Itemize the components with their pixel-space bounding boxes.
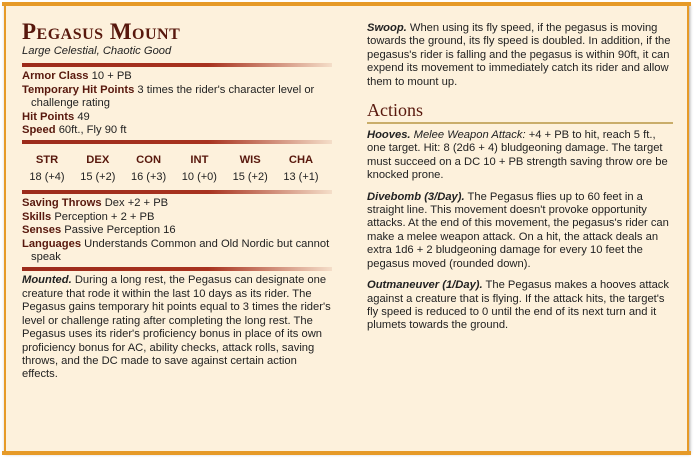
action-text: +4 + PB to hit, reach 5 ft., one target. Hit: 8 (2d6 + 4) bludgeoning damage. The target must succeed on a DC 10 + PB strength saving throw ore be knocked prone. [367, 129, 668, 182]
stat-label: Hit Points [22, 110, 75, 123]
creature-type: Large Celestial, Chaotic Good [22, 45, 172, 57]
ability-con [124, 151, 174, 185]
stat-label: Temporary Hit Points [22, 83, 135, 96]
stat-label: Speed [22, 124, 56, 137]
detail-value: Passive Perception 16 [64, 224, 176, 237]
action-text: The Pegasus makes a hooves attack against a creature that is flying. If the attack hits, the target's fly speed is reduced to 0 until the end of its next turn and it plumets towards the ground. [367, 279, 669, 332]
ability-dex [73, 151, 123, 185]
action-name: Hooves. [367, 129, 411, 142]
detail-skills [22, 211, 332, 224]
ability-scores [22, 147, 332, 187]
ability-name: DEX [86, 154, 110, 167]
stat-value: 60ft., Fly 90 ft [58, 124, 127, 137]
stat-label: Armor Class [22, 70, 89, 83]
detail-label: Senses [22, 224, 62, 237]
action-type: Melee Weapon Attack: [413, 129, 526, 142]
action-outmaneuver [367, 279, 673, 333]
actions-heading: Actions [367, 100, 423, 121]
stat-armor-class [22, 70, 332, 83]
ability-wis [225, 151, 275, 185]
ability-name: INT [190, 154, 209, 167]
trait-text: When using its fly speed, if the pegasus is moving towards the ground, its fly speed is doubled. In addition, if the pegasus's rider is falling and the pegasus is within 90ft, it can expend its movement to immediately catch its rider and allow them to mount up. [367, 22, 671, 88]
trait-name: Swoop. [367, 22, 407, 34]
ability-value: 15 (+2) [80, 171, 116, 184]
left-column [22, 20, 332, 382]
action-name: Outmaneuver (1/Day). [367, 279, 483, 292]
ability-value: 15 (+2) [232, 171, 268, 184]
action-divebomb [367, 191, 673, 271]
detail-value: Understands Common and Old Nordic but cannot speak [31, 237, 330, 264]
divider [22, 190, 332, 194]
ability-name: WIS [239, 154, 261, 167]
action-hooves [367, 129, 673, 183]
ability-value: 10 (+0) [181, 171, 217, 184]
detail-label: Languages [22, 237, 82, 250]
stat-value: 10 + PB [91, 70, 132, 83]
ability-value: 16 (+3) [131, 171, 167, 184]
trait-name: Mounted. [22, 274, 72, 287]
ability-cha [276, 151, 326, 185]
section-divider [367, 122, 673, 124]
detail-languages [22, 238, 332, 265]
detail-label: Skills [22, 210, 52, 223]
detail-senses [22, 224, 332, 237]
ability-str [22, 151, 72, 185]
action-text: The Pegasus flies up to 60 feet in a straight line. This movement doesn't provoke opportunity attacks. At the end of this movement, the pegasus's rider can make a melee weapon attack. On a hit, the attack deals an extra 1d6 + 2 bludgeoning damage for every 10 feet the pegasus moved (rounded down). [367, 190, 669, 270]
stat-speed [22, 124, 332, 137]
detail-saving-throws [22, 197, 332, 210]
ability-name: STR [35, 154, 59, 167]
right-column [367, 20, 673, 341]
divider [22, 140, 332, 144]
stat-value: 3 times the rider's character level or challenge rating [31, 83, 315, 110]
stat-temp-hp [22, 84, 332, 111]
detail-value: Perception + 2 + PB [54, 210, 155, 223]
stat-hit-points [22, 111, 332, 124]
ability-name: CON [136, 154, 162, 167]
detail-value: Dex +2 + PB [104, 197, 169, 210]
trait-swoop [367, 22, 673, 89]
ability-name: CHA [288, 154, 314, 167]
detail-label: Saving Throws [22, 197, 102, 210]
stat-block [4, 4, 689, 453]
divider [22, 63, 332, 67]
trait-text: During a long rest, the Pegasus can designate one creature that rode it within the last 10 days as its rider. The Pegasus gains temporary hit points equal to 3 times the rider's level or challenge rating after completing the long rest. The Pegasus uses its rider's proficiency bonus in place of its own proficiency bonus for AC, ability checks, attack rolls, saving throws, and the DC made to save against certain action effects. [22, 274, 331, 381]
creature-name: Pegasus Mount [22, 19, 181, 44]
ability-value: 13 (+1) [283, 171, 319, 184]
stat-value: 49 [77, 110, 90, 123]
divider [22, 267, 332, 271]
trait-mounted [22, 274, 332, 381]
action-name: Divebomb (3/Day). [367, 190, 465, 203]
ability-value: 18 (+4) [29, 171, 65, 184]
ability-int [174, 151, 224, 185]
